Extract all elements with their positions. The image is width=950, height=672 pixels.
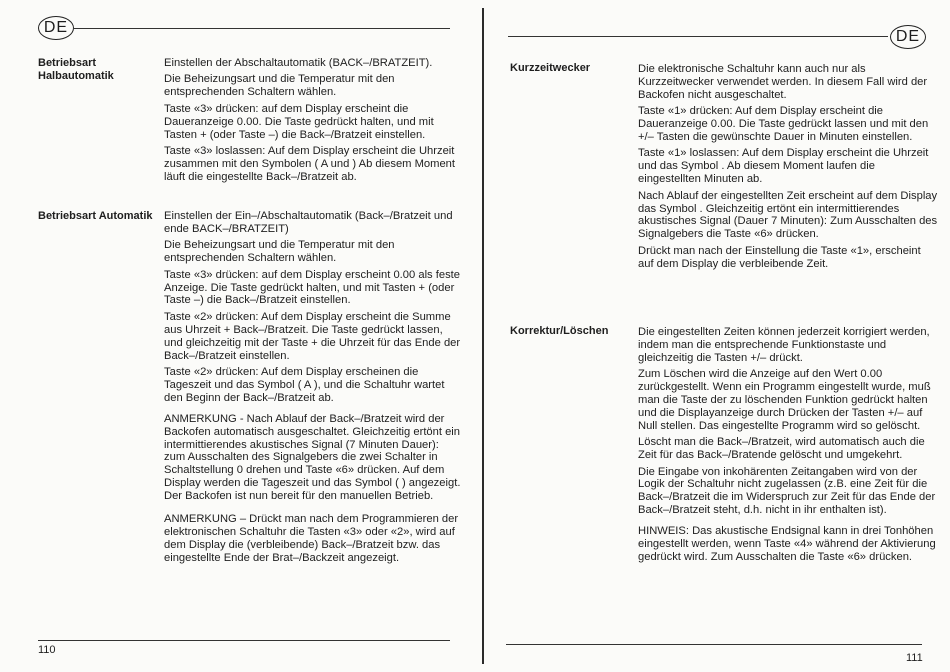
section-heading: Korrektur/Löschen bbox=[510, 325, 609, 337]
language-badge: DE bbox=[38, 16, 74, 40]
section-body: Die elektronische Schaltuhr kann auch nur als Kurzzeitwecker verwendet werden. In diesem Fall wird der Backofen nicht ausgeschaltet. Taste «1» drücken: Auf dem Display erscheint die Daueranzeige 0.00. Die Taste gedrückt lassen und mit den +/– Tasten die gewünschte Dauer in Minuten einstellen. Taste «1» loslassen: Auf dem Display erscheint die Uhrzeit und das Symbol . Ab diesem Moment laufen die eingestellten Minuten ab. Nach Ablauf der eingestellten Zeit erscheint auf dem Display das Symbol . Gleichzeitig ertönt ein intermittierendes akustisches Signal (Dauer 7 Minuten): Zum Ausschalten des Signalgebers die Taste «6» drücken. Drückt man nach der Einstellung die Taste «1», erscheint auf dem Display die verbleibende Zeit. bbox=[638, 63, 938, 270]
section-body: Einstellen der Abschaltautomatik (BACK–/BRATZEIT). Die Beheizungsart und die Temperatur mit den entsprechenden Schaltern wählen. Taste «3» drücken: auf dem Display erscheint die Daueranzeige 0.00. Die Taste gedrückt halten, und mit Tasten + (oder Taste –) die Back–/Bratzeit einstellen. Taste «3» loslassen: Auf dem Display erscheint die Uhrzeit zusammen mit den Symbolen ( A und ) Ab diesem Moment läuft die eingestellte Back–/Bratzeit ab. bbox=[164, 57, 456, 183]
section-heading: Betriebsart Halbautomatik bbox=[38, 57, 114, 82]
right-page bbox=[480, 0, 950, 672]
section-heading: Betriebsart Automatik bbox=[38, 210, 153, 222]
header-rule bbox=[74, 28, 450, 29]
section-heading: Kurzzeitwecker bbox=[510, 62, 591, 74]
footer-rule bbox=[506, 644, 922, 645]
language-badge: DE bbox=[890, 25, 926, 49]
page-number: 110 bbox=[38, 644, 56, 656]
header-rule bbox=[508, 36, 888, 37]
section-body: Einstellen der Ein–/Abschaltautomatik (Back–/Bratzeit und ende BACK–/BRATZEIT) Die Beheizungsart und die Temperatur mit den entsprechenden Schaltern wählen. Taste «3» drücken: auf dem Display erscheint 0.00 als feste Anzeige. Die Taste gedrückt halten, und mit Tasten + (oder Taste –) die Back–/Bratzeit einstellen. Taste «2» drücken: Auf dem Display erscheint die Summe aus Uhrzeit + Back–/Bratzeit. Die Taste gedrückt lassen, und gleichzeitig mit der Taste + die Uhrzeit für das Ende der Back–/Bratzeit einstellen. Taste «2» drücken: Auf dem Display erscheinen die Tageszeit und das Symbol ( A ), und die Schaltuhr wartet den Beginn der Back–/Bratzeit ab. ANMERKUNG - Nach Ablauf der Back–/Bratzeit wird der Backofen automatisch ausgeschaltet. Gleichzeitig ertönt ein intermittierendes akustisches Signal (7 Minuten Dauer): zum Ausschalten des Signalgebers die zwei Schalter in Schaltstellung 0 drehen und Taste «6» drücken. Auf dem Display werden die Tageszeit und das Symbol ( ) angezeigt. Der Backofen ist nun bereit für den manuellen Betrieb. ANMERKUNG – Drückt man nach dem Programmieren der elektronischen Schaltuhr die Tasten «3» oder «2», wird auf dem Display die (verbleibende) Back–/Bratzeit bzw. das eingestellte Ende der Brat–/Backzeit angezeigt. bbox=[164, 210, 461, 564]
footer-rule bbox=[38, 640, 450, 641]
page-number: 111 bbox=[906, 652, 923, 664]
section-body: Die eingestellten Zeiten können jederzeit korrigiert werden, indem man die entsprechende Funktionstaste und gleichzeitig die Tasten +/– drückt. Zum Löschen wird die Anzeige auf den Wert 0.00 zurückgestellt. Wenn ein Programm eingestellt wurde, muß man die Taste der zu löschenden Funktion gedrückt halten und die Displayanzeige durch Drücken der Tasten +/– auf Null stellen. Das eingestellte Programm wird so gelöscht. Löscht man die Back–/Bratzeit, wird automatisch auch die Zeit für das Back–/Bratende gelöscht und umgekehrt. Die Eingabe von inkohärenten Zeitangaben wird von der Logik der Schaltuhr nicht zugelassen (z.B. eine Zeit für die Back–/Bratzeit die im Widerspruch zur Zeit für das Ende der Back–/Bratzeit steht, d.h. nicht in ihr enthalten ist). HINWEIS: Das akustische Endsignal kann in drei Tonhöhen eingestellt werden, wenn Taste «4» während der Aktivierung gedrückt wird. Zum Ausschalten die Taste «6» drücken. bbox=[638, 326, 936, 563]
